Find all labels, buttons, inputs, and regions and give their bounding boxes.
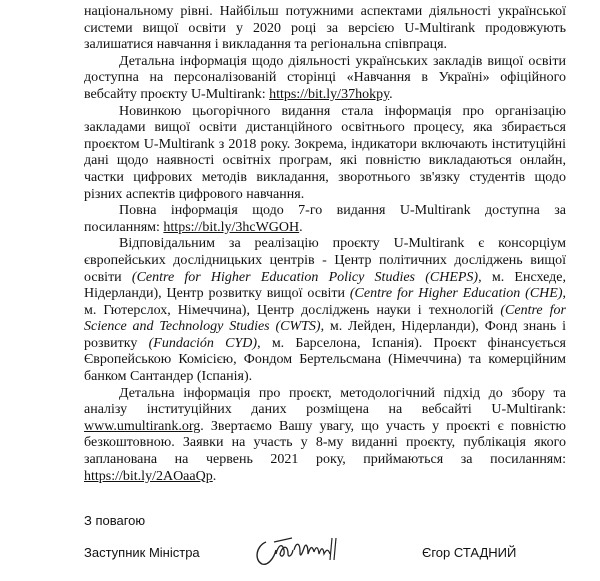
- institution-name-italic: (Fundación CYD): [148, 335, 258, 351]
- paragraph-new-indicators: [84, 104, 566, 204]
- handwritten-signature: [252, 524, 348, 572]
- paragraph-text: національному рівні. Найбільш потужними аспектами діяльності української системи вищої освіти у 2020 році за версією U-Multirank продовжують залишатися навчання і викладання та регіональна співпраця.: [84, 4, 566, 53]
- signatory-title: Заступник Міністра: [84, 545, 200, 560]
- paragraph-text: Детальна інформація щодо діяльності українських закладів вищої освіти доступна на персоналізованій сторінці «Навчання в Україні» офіційного вебсайту проєкту U-Multirank:: [84, 53, 566, 102]
- institution-name-italic: (Centre for Higher Education (CHE): [349, 286, 563, 302]
- paragraph-text: , м. Енсхеде, Нідерланди), Центр розвитку вищої освіти: [84, 269, 567, 302]
- paragraph-text: , м. Барселона, Іспанія). Проєкт фінансується Європейською Комісією, Фондом Бертельсмана (Німеччина) та комерційним банком Сантандер (Іспанія).: [84, 335, 566, 385]
- paragraph-personal-page: [84, 54, 566, 104]
- paragraph-punctuation: .: [212, 468, 217, 484]
- paragraph-participation: [84, 386, 566, 486]
- letter-body: [84, 4, 566, 485]
- closing-salutation: З повагою: [84, 513, 146, 528]
- personal-page-link[interactable]: https://bit.ly/37hokpy: [269, 86, 390, 102]
- umultirank-website-link[interactable]: www.umultirank.org: [84, 418, 201, 434]
- paragraph-text: , м. Лейден, Нідерланди), Фонд знань і розвитку: [84, 319, 566, 351]
- paragraph-punctuation: .: [299, 219, 303, 235]
- paragraph-text: Детальна інформація про проєкт, методологічний підхід до збору та аналізу інституційних даних розміщена на вебсайті U-Multirank:: [84, 385, 566, 418]
- edition-info-link[interactable]: https://bit.ly/3hcWGOH: [163, 219, 300, 235]
- paragraph-text: . Звертаємо Вашу увагу, що участь у проєкті є повністю безкоштовною. Заявки на участь у 8-му виданні проєкту, публікація якого запланована на червень 2021 року, приймаються за посиланням:: [84, 418, 566, 468]
- paragraph-punctuation: .: [389, 86, 393, 102]
- institution-name-italic: (Centre for Science and Technology Studies (CWTS): [84, 302, 566, 335]
- paragraph-consortium: [84, 236, 566, 385]
- application-link[interactable]: https://bit.ly/2AOaaQp: [84, 468, 213, 484]
- paragraph-text: Повна інформація щодо 7-го видання U-Multirank доступна за посиланням:: [84, 203, 566, 235]
- paragraph-text: , м. Гютерслох, Німеччина), Центр досліджень науки і технологій: [84, 286, 566, 318]
- paragraph-7th-edition: [84, 203, 566, 236]
- paragraph-text: Новинкою цьогорічного видання стала інформація про організацію закладами вищої освіти дистанційного освітнього процесу, яка збирається проєктом U-Multirank з 2018 року. Зокрема, індикатори включають інституційні дані щодо наявності освітніх програм, які повністю викладаються онлайн, частки цифрових методів викладання, зворотнього зв'язку студентів щодо різних аспектів цифрового навчання.: [84, 103, 566, 202]
- institution-name-italic: (Centre for Higher Education Policy Studies (CHEPS): [131, 269, 479, 285]
- signatory-name: Єгор СТАДНИЙ: [422, 545, 517, 560]
- paragraph-ranking-summary: [84, 4, 566, 54]
- paragraph-text: Відповідальним за реалізацію проєкту U-Multirank є консорціум європейських дослідницьких центрів - Центр політичних досліджень вищої освіти: [84, 236, 566, 285]
